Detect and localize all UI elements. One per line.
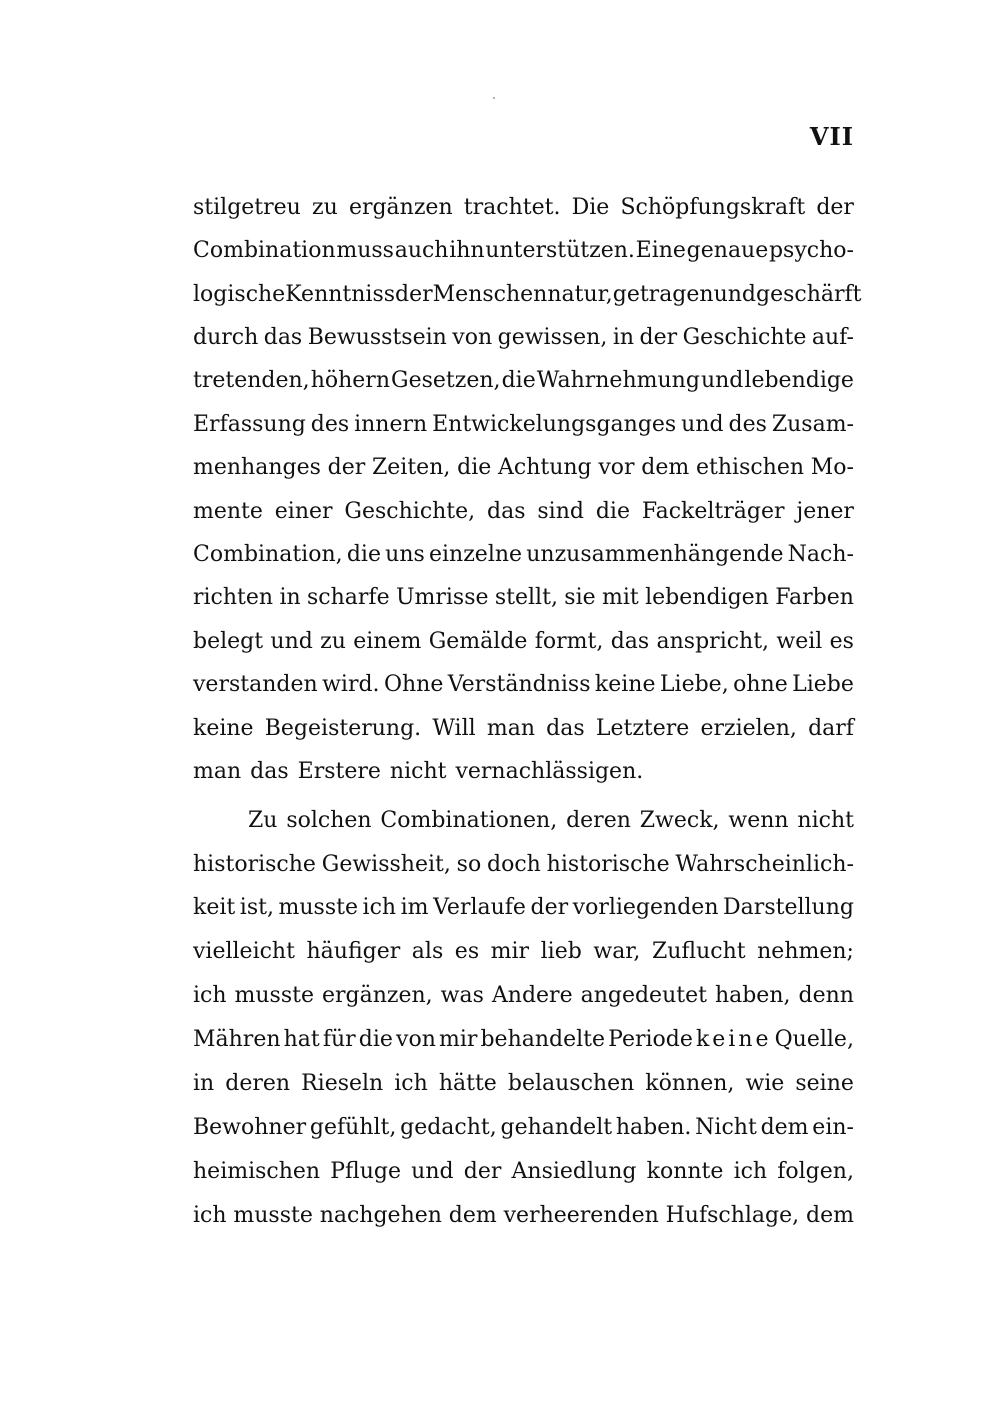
text-line: richten in scharfe Umrisse stellt, sie mit lebendigen Farben [193, 585, 854, 610]
text-line: keit ist, musste ich im Verlaufe der vorliegenden Darstellung [193, 895, 854, 920]
text-line: menhanges der Zeiten, die Achtung vor dem ethischen Mo- [193, 455, 854, 480]
text-line: Zu solchen Combinationen, deren Zweck, wenn nicht [248, 808, 854, 833]
text-line: Combination muss auch ihn unterstützen. Eine genaue psycho- [193, 238, 854, 263]
text-line: keine Begeisterung. Will man das Letztere erzielen, darf [193, 716, 854, 741]
text-line: logische Kenntniss der Menschennatur, getragen und geschärft [193, 282, 862, 307]
text-line: ich musste nachgehen dem verheerenden Hufschlage, dem [193, 1203, 854, 1228]
text-line: heimischen Pfluge und der Ansiedlung konnte ich folgen, [193, 1159, 854, 1184]
page-number: VII [809, 122, 854, 151]
emphasized-word: keine [695, 1027, 772, 1052]
print-speck [493, 97, 495, 99]
text-line: mente einer Geschichte, das sind die Fackelträger jener [193, 499, 854, 524]
text-line: historische Gewissheit, so doch historische Wahrscheinlich- [193, 852, 854, 877]
text-line: in deren Rieseln ich hätte belauschen können, wie seine [193, 1071, 854, 1096]
text-line: durch das Bewusstsein von gewissen, in der Geschichte auf- [193, 325, 854, 350]
text-line: man das Erstere nicht vernachlässigen. [193, 759, 644, 784]
text-line: vielleicht häufiger als es mir lieb war, Zuflucht nehmen; [193, 939, 854, 964]
text-line: Erfassung des innern Entwickelungsganges und des Zusam- [193, 412, 854, 437]
text-line: Combination, die uns einzelne unzusammenhängende Nach- [193, 542, 854, 567]
text-line: ich musste ergänzen, was Andere angedeutet haben, denn [193, 983, 854, 1008]
text-line: stilgetreu zu ergänzen trachtet. Die Schöpfungskraft der [193, 195, 854, 220]
text-line: tretenden, höhern Gesetzen, die Wahrnehmung und lebendige [193, 368, 854, 393]
text-line: verstanden wird. Ohne Verständniss keine Liebe, ohne Liebe [193, 672, 854, 697]
text-line: Bewohner gefühlt, gedacht, gehandelt haben. Nicht dem ein- [193, 1115, 854, 1140]
text-line: belegt und zu einem Gemälde formt, das anspricht, weil es [193, 629, 854, 654]
text-line: Mähren hat für die von mir behandelte Periode keine Quelle, [193, 1018, 854, 1062]
